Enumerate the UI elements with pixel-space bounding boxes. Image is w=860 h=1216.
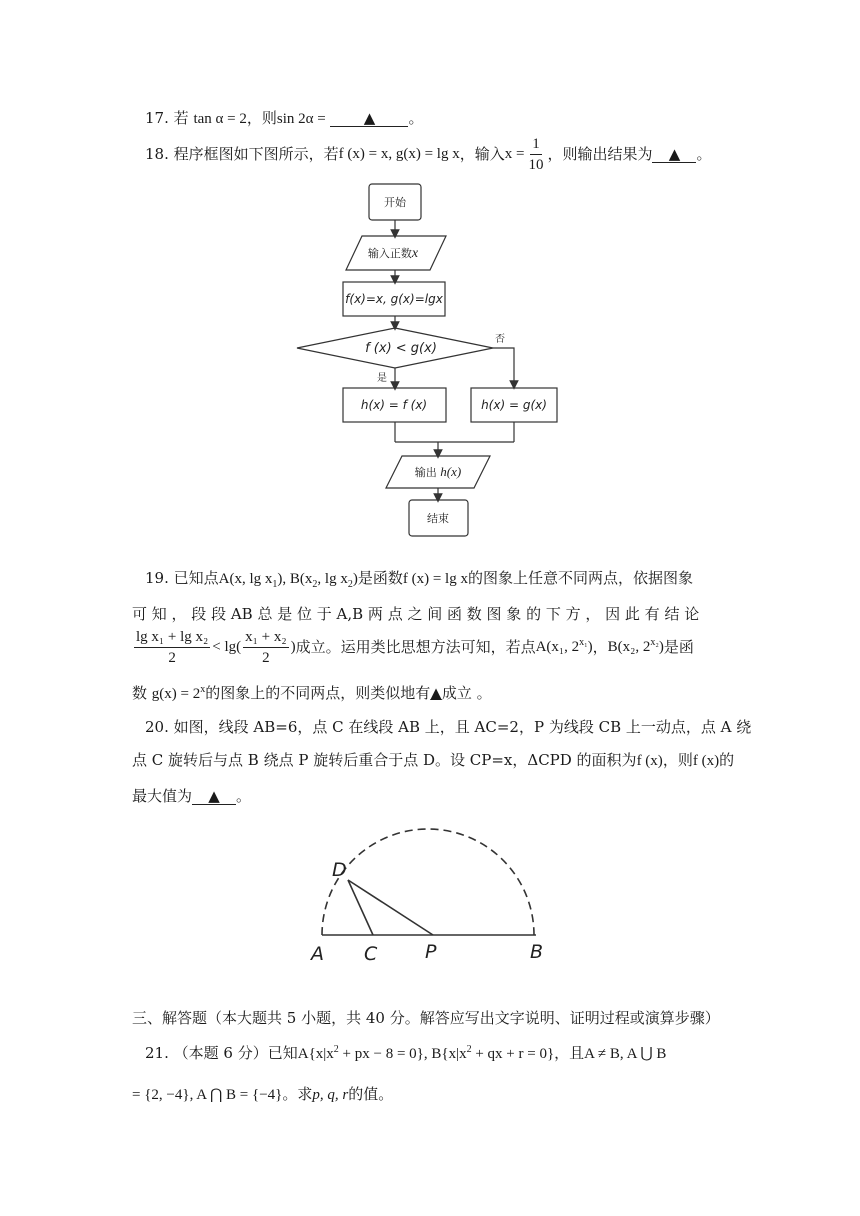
superscript: 2: [466, 1044, 472, 1055]
geometry-figure: [0, 818, 860, 978]
question-text: 是函: [663, 638, 694, 656]
superscript: 2: [333, 1044, 339, 1055]
assign-label: f(x)=x, g(x)=lgx: [345, 292, 443, 306]
punctuation: 。: [696, 145, 712, 163]
math-part: g(x) = 2: [151, 686, 201, 702]
math-expression: [298, 1046, 554, 1062]
fraction-numerator: x₁ + x₂: [243, 627, 288, 648]
question-number: 19.: [145, 569, 169, 587]
math-expression: f (x) = lg x: [402, 571, 468, 587]
question-text: （本题 6 分）已知: [173, 1044, 298, 1062]
question-text: ，且: [554, 1044, 585, 1062]
question-17: [145, 108, 423, 129]
question-text: ，则: [246, 109, 277, 127]
no-label: 否: [495, 334, 505, 345]
math-part: + px − 8 = 0}, B{x|x: [338, 1046, 467, 1062]
math-expression: f (x): [692, 753, 720, 769]
math-expression: = {2, −4}, A ⋂ B = {−4}: [132, 1087, 283, 1103]
math-expression: ): [290, 639, 296, 655]
label-c: C: [364, 943, 378, 965]
question-text: 若: [173, 109, 189, 127]
branch-yes-label: h(x) = f (x): [360, 398, 428, 412]
question-number: 17.: [145, 109, 169, 127]
question-number: 21.: [145, 1044, 169, 1062]
branch-no-label: h(x) = g(x): [481, 398, 547, 412]
punctuation: ，: [592, 638, 608, 656]
answer-blank: ▲: [192, 788, 236, 805]
question-20-line-2: [132, 750, 734, 771]
math-expression: p, q, r: [312, 1087, 349, 1103]
yes-label: 是: [377, 373, 387, 384]
question-20-line-1: [145, 717, 751, 737]
superscript: x: [200, 684, 206, 695]
math-expression: x =: [504, 146, 525, 162]
math-expression: < lg(: [212, 639, 242, 655]
math-part: A(x, lg x: [218, 571, 273, 587]
question-text: 数: [132, 684, 148, 702]
flowchart: [0, 178, 860, 548]
condition-label: f (x) < g(x): [365, 341, 437, 356]
question-19-line-2: [132, 604, 699, 624]
question-text: 成立 。: [441, 684, 492, 702]
superscript: x₁: [579, 637, 588, 648]
math-expression: [536, 637, 593, 657]
question-text: 最大值为: [132, 787, 193, 805]
math-expression: A(x, $\lg x_1$), $B(x_2$, $\lg x_2$): [218, 571, 358, 590]
question-18: [145, 132, 711, 176]
start-label: 开始: [384, 196, 406, 209]
question-19-line-4: [132, 683, 492, 704]
math-expression: tan α = 2: [193, 111, 247, 127]
question-text: 成立。运用类比思想方法可知，若点: [295, 638, 536, 656]
input-label: 输入正数x: [367, 246, 419, 261]
question-text: 的值。: [348, 1085, 394, 1103]
question-text: 点 C 旋转后与点 B 绕点 P 旋转后重合于点 D。设 CP=x，ΔCPD 的面积为: [132, 751, 637, 769]
dashed-arc: [322, 829, 534, 935]
answer-blank: ▲: [330, 110, 408, 127]
question-text: 的: [719, 751, 735, 769]
fraction-denominator: 2: [168, 649, 176, 666]
section-3-heading: [132, 1008, 720, 1028]
math-expression: A ≠ B, A ⋃ B: [584, 1046, 667, 1062]
fraction: [134, 627, 210, 668]
math-expression: [608, 637, 664, 657]
math-expression: [152, 686, 205, 702]
math-part: ), B(x: [277, 571, 313, 587]
question-text: 已知点: [173, 569, 219, 587]
math-expression: sin 2α =: [276, 111, 326, 127]
question-text: 。求: [282, 1085, 313, 1103]
question-text: ，输入: [459, 145, 505, 163]
question-text: 程序框图如下图所示，若: [173, 145, 339, 163]
question-text: 的图象上任意不同两点，依据图象: [467, 569, 693, 587]
label-p: P: [425, 941, 437, 963]
math-part: + qx + r = 0}: [471, 1046, 555, 1062]
math-expression: f (x): [636, 753, 663, 769]
fraction-denominator: 2: [262, 649, 270, 666]
question-number: 20.: [145, 718, 169, 736]
section-title: 三、解答题（本大题共 5 小题，共 40 分。解答应写出文字说明、证明过程或演算步骤）: [132, 1009, 720, 1027]
question-20-line-3: [132, 786, 251, 806]
question-21-line-1: [145, 1043, 666, 1064]
answer-blank: ▲: [652, 146, 696, 163]
question-text: ，则: [662, 751, 693, 769]
question-21-line-2: [132, 1084, 393, 1105]
fraction-denominator: 10: [528, 156, 544, 173]
math-part: B(x₂, 2: [607, 639, 651, 655]
answer-blank: ▲: [430, 684, 442, 702]
superscript: x₂: [650, 637, 659, 648]
math-part: ): [658, 639, 664, 655]
math-part: ): [352, 571, 358, 587]
math-expression: f (x) = x, g(x) = lg x: [338, 146, 460, 162]
fraction-numerator: lg x₁ + lg x₂: [134, 627, 210, 648]
fraction: [243, 627, 288, 668]
question-19-line-1: [145, 568, 693, 589]
fraction-numerator: 1: [530, 134, 542, 155]
question-text: 可 知 ， 段 段 AB 总 是 位 于 A,B 两 点 之 间 函 数 图 象 的 下 方 ， 因 此 有 结 论: [132, 605, 700, 623]
question-text: 的图象上的不同两点，则类似地有: [205, 684, 431, 702]
question-number: 18.: [145, 145, 169, 163]
math-part: A(x₁, 2: [535, 639, 580, 655]
math-part: ): [587, 639, 593, 655]
fraction: [526, 134, 545, 175]
punctuation: 。: [236, 787, 252, 805]
question-text: ，则输出结果为: [547, 145, 653, 163]
output-label: 输出 h(x): [414, 464, 462, 479]
question-text: 是函数: [357, 569, 403, 587]
question-19-line-3: [132, 624, 694, 670]
end-label: 结束: [427, 512, 449, 525]
math-part: A{x|x: [297, 1046, 334, 1062]
question-text: 如图，线段 AB=6，点 C 在线段 AB 上，且 AC=2，P 为线段 CB 上一动点，点 A 绕: [173, 718, 752, 736]
label-d: D: [332, 859, 347, 881]
label-a: A: [311, 943, 324, 965]
math-part: , lg x: [317, 571, 348, 587]
label-b: B: [530, 941, 544, 963]
punctuation: 。: [408, 109, 424, 127]
